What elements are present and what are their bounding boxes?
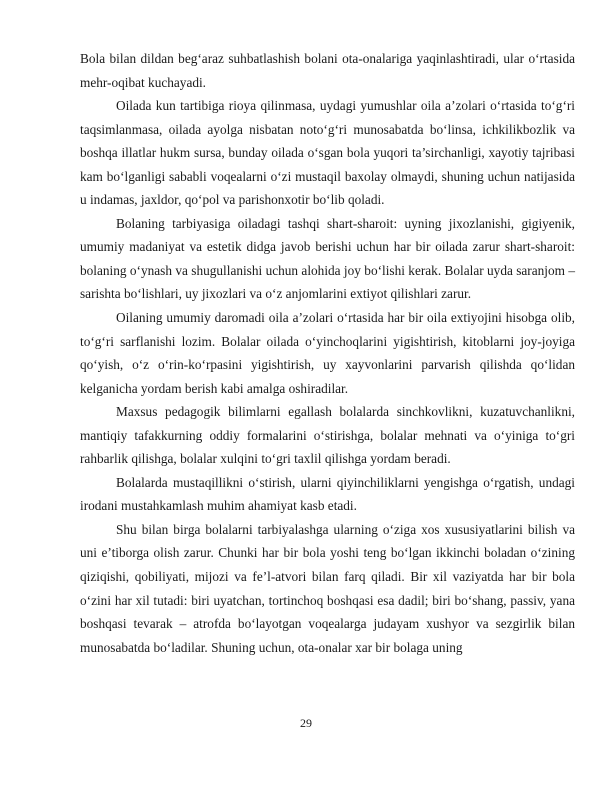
paragraph-4: Oilaning umumiy daromadi oila a’zolari o‘rtasida har bir oila extiyojini hisobga olib, to‘g‘ri sarflanishi lozim. Bolalar oilada o‘yinchoqlarini yigishtirish, kitoblarni joy-joyiga qo‘yish, o‘z o‘rin-ko‘rpasini yigishtirish, uy xayvonlarini parvarish qilishda qo‘lidan kelganicha yordam berish kabi amalga oshiradilar. (80, 310, 575, 396)
paragraph-3: Bolaning tarbiyasiga oiladagi tashqi shart-sharoit: uyning jixozlanishi, gigiyenik, umumiy madaniyat va estetik didga javob berishi uchun har bir oilada zarur shart-sharoit: bolaning o‘ynash va shugullanishi uchun alohida joy bo‘lishi kerak. Bolalar uyda saranjom –sarishta bo‘lishlari, uy jixozlari va o‘z anjomlarini extiyot qilishlari zarur. (80, 215, 575, 302)
paragraph-7: Shu bilan birga bolalarni tarbiyalashga ularning o‘ziga xos xususiyatlarini bilish va uni e’tiborga olish zarur. Chunki har bir bola yoshi teng bo‘lgan ikkinchi boladan o‘zining qiziqishi, qobiliyati, mijozi va fe’l-atvori bilan farq qiladi. Bir xil vaziyatda har bir bola o‘zini har xil tutadi: biri uyatchan, tortinchoq boshqasi esa dadil; biri bo‘shang, passiv, yana boshqasi tevarak – atrofda bo‘layotgan voqealarga judayam xushyor va sezgirlik bilan munosabatda bo‘ladilar. Shuning uchun, ota-onalar xar bir bolaga uning (80, 521, 575, 655)
body-text (80, 47, 575, 659)
paragraph-6: Bolalarda mustaqillikni o‘stirish, ularni qiyinchiliklarni yengishga o‘rgatish, undagi irodani mustahkamlash muhim ahamiyat kasb etadi. (80, 474, 575, 514)
paragraph-1: Bola bilan dildan beg‘araz suhbatlashish bolani ota-onalariga yaqinlashtiradi, ular o‘rtasida mehr-oqibat kuchayadi. (80, 51, 575, 90)
paragraph-5: Maxsus pedagogik bilimlarni egallash bolalarda sinchkovlikni, kuzatuvchanlikni, mantiqiy tafakkurning oddiy formalarini o‘stirishga, bolalar mehnati va o‘yiniga to‘gri rahbarlik qilishga, bolalar xulqini to‘gri taxlil qilishga yordam beradi. (80, 404, 575, 467)
paragraph-2: Oilada kun tartibiga rioya qilinmasa, uydagi yumushlar oila a’zolari o‘rtasida to‘g‘ri taqsimlanmasa, oilada ayolga nisbatan noto‘g‘ri munosabatda bo‘linsa, ichkilikbozlik va boshqa illatlar hukm sursa, bunday oilada o‘sgan bola yuqori ta’sirchanligi, xayotiy tajribasi kam bo‘lganligi sababli voqealarni o‘zi mustaqil baxolay olmaydi, shuning uchun natijasida u indamas, jaxldor, qo‘pol va parishonxotir bo‘lib qoladi. (80, 98, 575, 208)
page-number: 29 (300, 716, 312, 730)
